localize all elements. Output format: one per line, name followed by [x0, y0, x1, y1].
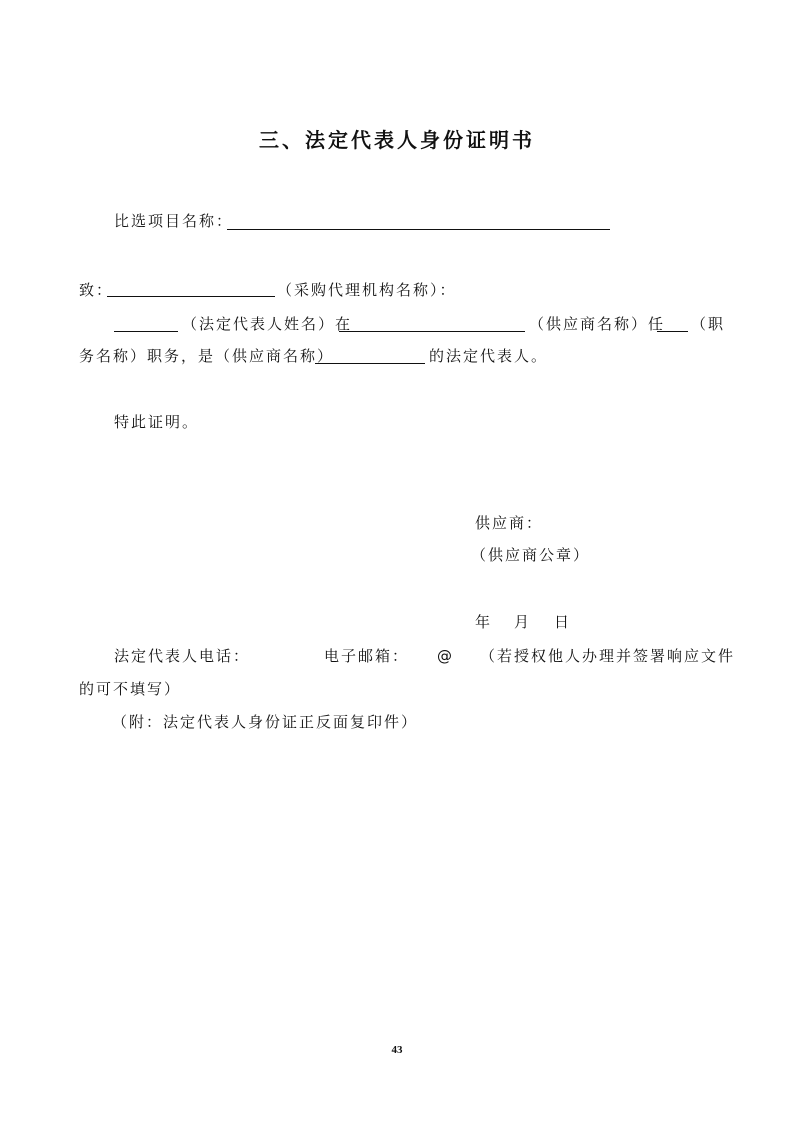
agency-name-blank[interactable] — [107, 296, 275, 297]
date-year-label: 年 — [475, 613, 493, 631]
supplier-name-blank[interactable] — [339, 331, 525, 332]
addressee-prefix: 致： — [79, 281, 114, 299]
body-line2-b: 的法定代表人。 — [429, 347, 549, 365]
date-month-label: 月 — [514, 613, 532, 631]
body-line2-a: 务名称）职务，是（供应商名称） — [79, 347, 335, 365]
contact-note-line1: （若授权他人办理并签署响应文件 — [480, 647, 736, 665]
page-title: 三、法定代表人身份证明书 — [259, 128, 535, 152]
page-number: 43 — [391, 1044, 403, 1056]
supplier-name-blank-2[interactable] — [315, 363, 425, 364]
supplier-label: 供应商： — [475, 514, 544, 532]
contact-note-line2: 的可不填写） — [79, 680, 182, 698]
body-line1-c: （职 — [691, 315, 726, 333]
attachment-note: （附：法定代表人身份证正反面复印件） — [112, 713, 419, 731]
seal-label: （供应商公章） — [471, 546, 591, 564]
project-name-blank[interactable] — [227, 229, 610, 230]
addressee-suffix: （采购代理机构名称）： — [277, 281, 457, 299]
email-label: 电子邮箱： — [324, 647, 410, 665]
phone-label: 法定代表人电话： — [114, 647, 251, 665]
body-line1-b: （供应商名称）任 — [529, 315, 666, 333]
body-line1-a: （法定代表人姓名）在 — [182, 315, 353, 333]
declaration-text: 特此证明。 — [114, 413, 200, 431]
email-at-sign: @ — [437, 647, 454, 665]
position-blank[interactable] — [657, 331, 688, 332]
project-name-label: 比选项目名称： — [114, 212, 234, 230]
representative-name-blank[interactable] — [114, 331, 178, 332]
date-day-label: 日 — [554, 613, 572, 631]
